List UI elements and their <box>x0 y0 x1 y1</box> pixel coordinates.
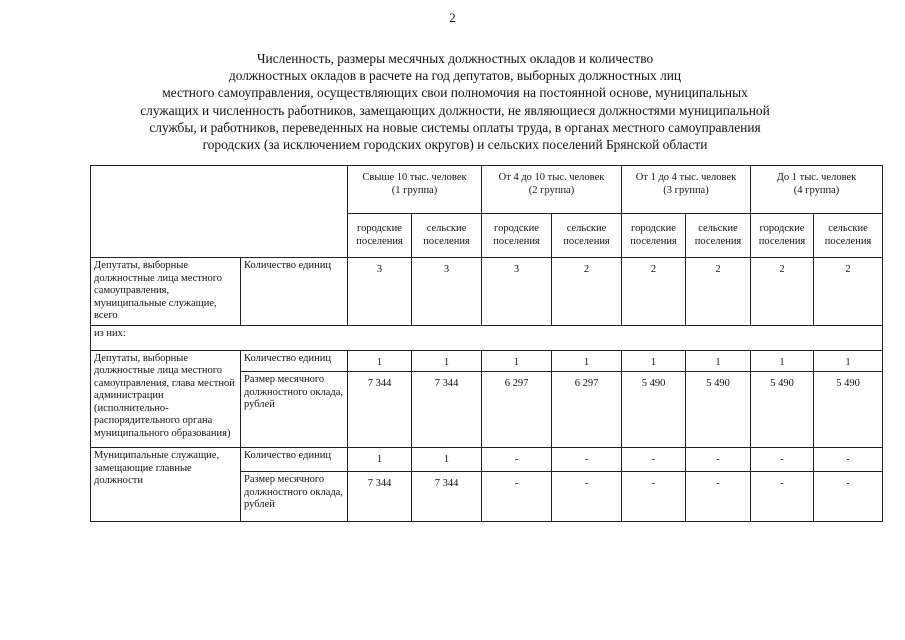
table-cell: 5 490 <box>751 372 814 448</box>
subheader-urban: городские поселения <box>751 214 814 258</box>
table-cell: 2 <box>552 258 622 326</box>
subheader-rural: сельские поселения <box>552 214 622 258</box>
subheader-urban: городские поселения <box>622 214 686 258</box>
title-line: службы, и работников, переведенных на новые системы оплаты труда, в органах местного самоуправления <box>149 119 761 135</box>
group-header-2: От 4 до 10 тыс. человек (2 группа) <box>482 166 622 214</box>
title-line: служащих и численность работников, замещающих должности, не являющиеся должностями муниципальной <box>140 102 770 118</box>
title-line: местного самоуправления, осуществляющих свои полномочия на постоянной основе, муниципальных <box>162 85 748 101</box>
document-title <box>60 50 850 153</box>
title-line: городских (за исключением городских округов) и сельских поселений Брянской области <box>202 137 708 153</box>
table-cell: 2 <box>751 258 814 326</box>
table-cell: 6 297 <box>482 372 552 448</box>
subheader-urban: городские поселения <box>348 214 412 258</box>
metric-label: Количество единиц <box>241 258 348 326</box>
metric-label: Размер месячного должностного оклада, рублей <box>241 372 348 448</box>
table-cell: 2 <box>814 258 883 326</box>
metric-label: Количество единиц <box>241 350 348 372</box>
table-row-section <box>91 325 883 350</box>
table-row-total <box>91 258 883 326</box>
table-cell: - <box>686 448 751 472</box>
title-line: Численность, размеры месячных должностных окладов и количество <box>256 51 654 66</box>
table-cell: 1 <box>751 350 814 372</box>
row-label: Муниципальные служащие, замещающие главные должности <box>91 448 241 522</box>
table-cell: 1 <box>482 350 552 372</box>
subheader-rural: сельские поселения <box>412 214 482 258</box>
row-label: Депутаты, выборные должностные лица местного самоуправления, глава местной администрации (исполнительно-распорядительного органа муниципального образования) <box>91 350 241 448</box>
table-cell: - <box>552 448 622 472</box>
table-cell: 6 297 <box>552 372 622 448</box>
table-cell: - <box>751 472 814 522</box>
table-cell: - <box>814 472 883 522</box>
table-cell: 1 <box>686 350 751 372</box>
group-header-1: Свыше 10 тыс. человек (1 группа) <box>348 166 482 214</box>
table-cell: 2 <box>622 258 686 326</box>
group-header-3: От 1 до 4 тыс. человек (3 группа) <box>622 166 751 214</box>
table-row-deputies-count <box>91 350 883 372</box>
table-cell: - <box>814 448 883 472</box>
table-row-servants-count <box>91 448 883 472</box>
table-cell: 7 344 <box>348 472 412 522</box>
table-cell: 7 344 <box>412 472 482 522</box>
table-cell: 5 490 <box>686 372 751 448</box>
table-cell: 1 <box>348 448 412 472</box>
table-cell: 5 490 <box>814 372 883 448</box>
table-cell: 5 490 <box>622 372 686 448</box>
page-number: 2 <box>449 10 456 25</box>
table-cell: 1 <box>622 350 686 372</box>
table-cell: 1 <box>412 350 482 372</box>
table-cell: - <box>622 448 686 472</box>
metric-label: Количество единиц <box>241 448 348 472</box>
table-header-groups <box>91 166 883 214</box>
section-label: из них: <box>91 325 883 350</box>
table-cell: 1 <box>412 448 482 472</box>
row-label: Депутаты, выборные должностные лица местного самоуправления, муниципальные служащие, всего <box>91 258 241 326</box>
subheader-rural: сельские поселения <box>814 214 883 258</box>
metric-label: Размер месячного должностного оклада, рублей <box>241 472 348 522</box>
table-cell: 1 <box>814 350 883 372</box>
table-cell: - <box>622 472 686 522</box>
salary-table <box>90 165 883 522</box>
table-cell: 3 <box>348 258 412 326</box>
group-header-4: До 1 тыс. человек (4 группа) <box>751 166 883 214</box>
table-cell: 7 344 <box>348 372 412 448</box>
table-cell: 1 <box>552 350 622 372</box>
table-cell: 2 <box>686 258 751 326</box>
title-line: должностных окладов в расчете на год депутатов, выборных должностных лиц <box>228 68 682 84</box>
subheader-rural: сельские поселения <box>686 214 751 258</box>
table-cell: - <box>751 448 814 472</box>
table-cell: 1 <box>348 350 412 372</box>
table-cell: - <box>482 448 552 472</box>
table-cell: 3 <box>412 258 482 326</box>
table-cell: - <box>482 472 552 522</box>
table-cell: - <box>552 472 622 522</box>
table-cell: - <box>686 472 751 522</box>
table-cell: 7 344 <box>412 372 482 448</box>
table-cell: 3 <box>482 258 552 326</box>
subheader-urban: городские поселения <box>482 214 552 258</box>
header-empty-cell <box>91 166 348 258</box>
